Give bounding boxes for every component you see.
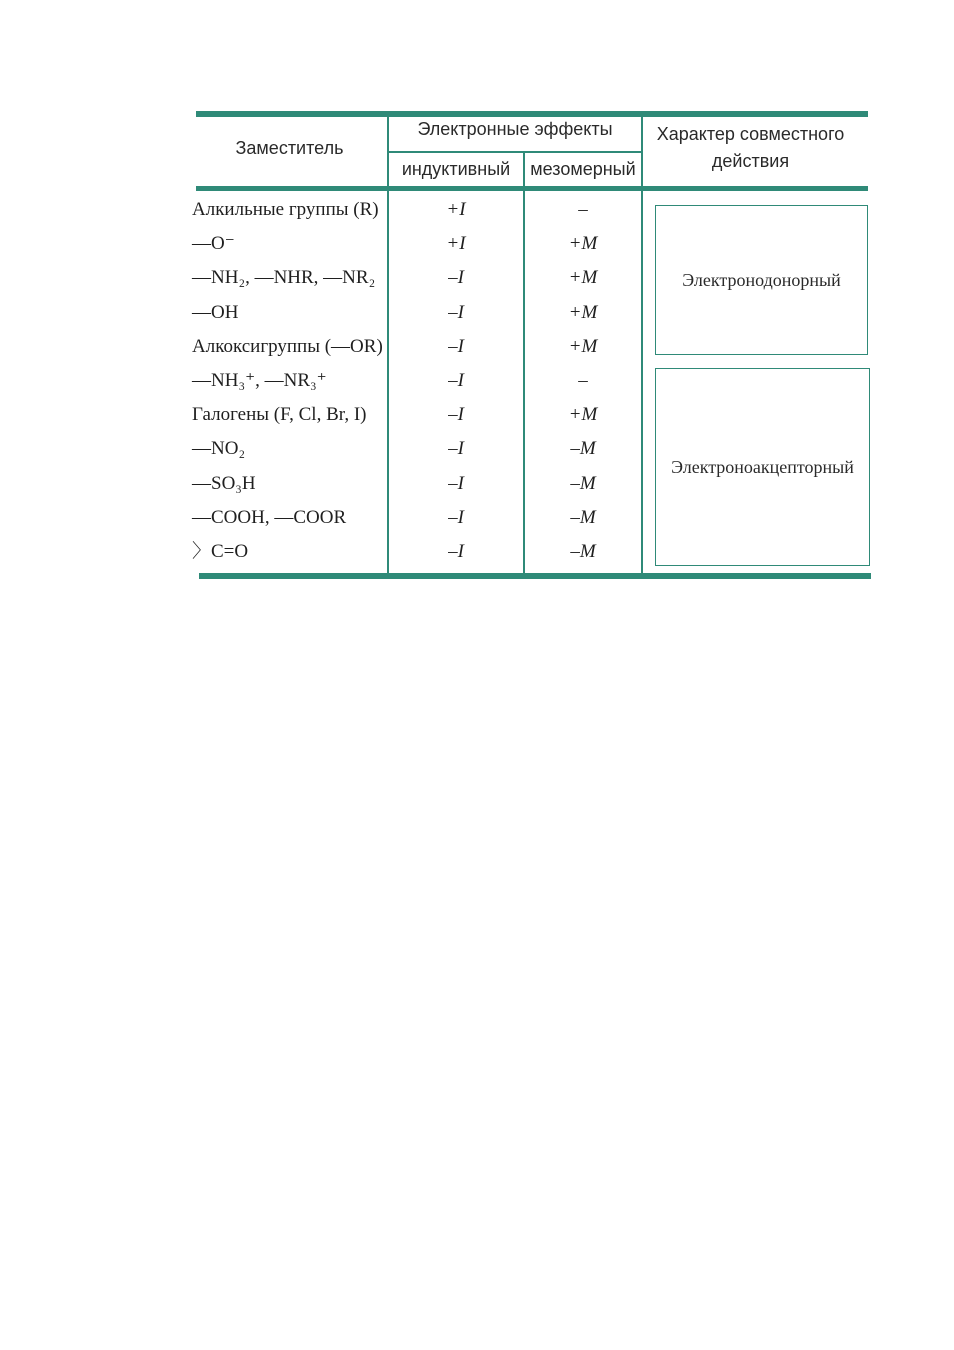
electron-donor-label: Электронодонорный bbox=[682, 269, 841, 290]
mesomeric-cell: +M bbox=[568, 301, 598, 323]
mesomeric-cell: +M bbox=[568, 233, 598, 255]
substituent-cell: Алкильные группы (R) bbox=[192, 199, 379, 220]
substituent-cell: —OH bbox=[192, 301, 239, 323]
effects-subheader-rule bbox=[389, 151, 641, 153]
inductive-cell: –I bbox=[448, 267, 464, 289]
inductive-cell: –I bbox=[448, 506, 464, 528]
substituent-cell: Галогены (F, Cl, Br, I) bbox=[192, 404, 367, 426]
table-row bbox=[192, 330, 643, 364]
inductive-cell: –I bbox=[448, 335, 464, 357]
mesomeric-cell: –M bbox=[570, 438, 596, 460]
table-bottom-rule bbox=[199, 573, 871, 579]
inductive-cell: –I bbox=[448, 404, 464, 426]
substituent-cell: Алкоксигруппы (—OR) bbox=[192, 335, 383, 357]
electron-acceptor-box bbox=[655, 368, 870, 566]
mesomeric-cell: – bbox=[578, 199, 588, 220]
substituent-cell: 〉C=O bbox=[192, 540, 249, 562]
table-row bbox=[192, 432, 643, 466]
mesomeric-cell: – bbox=[578, 369, 588, 391]
header-inductive: индуктивный bbox=[401, 159, 511, 179]
table-row bbox=[192, 398, 643, 432]
header-electronic-effects: Электронные эффекты bbox=[417, 119, 613, 139]
mesomeric-cell: +M bbox=[568, 335, 598, 357]
table-row bbox=[192, 501, 643, 535]
mesomeric-cell: –M bbox=[570, 506, 596, 528]
substituent-cell: —NO₂ bbox=[192, 438, 246, 460]
electron-acceptor-label: Электроноакцепторный bbox=[671, 456, 854, 477]
mesomeric-cell: +M bbox=[568, 267, 598, 289]
table-row bbox=[192, 535, 643, 569]
substituent-cell: —NH₃⁺, —NR₃⁺ bbox=[192, 369, 327, 391]
table-body bbox=[192, 193, 643, 569]
substituent-cell: —COOH, —COOR bbox=[192, 506, 347, 528]
mesomeric-cell: –M bbox=[570, 540, 596, 562]
table-row bbox=[192, 364, 643, 398]
inductive-cell: –I bbox=[448, 438, 464, 460]
substituent-effects-table bbox=[192, 111, 868, 579]
electron-donor-box bbox=[655, 205, 868, 355]
table-row bbox=[192, 296, 643, 330]
header-bottom-rule bbox=[196, 186, 868, 191]
table-row bbox=[192, 467, 643, 501]
inductive-cell: –I bbox=[448, 301, 464, 323]
table-row bbox=[192, 193, 643, 227]
inductive-cell: +I bbox=[446, 199, 466, 220]
table-row bbox=[192, 261, 643, 295]
substituent-cell: —NH₂, —NHR, —NR₂ bbox=[192, 267, 376, 289]
substituent-cell: —O⁻ bbox=[192, 233, 235, 255]
header-mesomeric: мезомерный bbox=[530, 159, 636, 179]
table-row bbox=[192, 227, 643, 261]
substituent-cell: —SO₃H bbox=[192, 472, 256, 494]
inductive-cell: –I bbox=[448, 369, 464, 391]
mesomeric-cell: –M bbox=[570, 472, 596, 494]
header-substituent: Заместитель bbox=[235, 138, 344, 158]
inductive-cell: +I bbox=[446, 233, 466, 255]
header-combined-character: Характер совместного действия bbox=[656, 124, 845, 171]
inductive-cell: –I bbox=[448, 540, 464, 562]
mesomeric-cell: +M bbox=[568, 404, 598, 426]
inductive-cell: –I bbox=[448, 472, 464, 494]
